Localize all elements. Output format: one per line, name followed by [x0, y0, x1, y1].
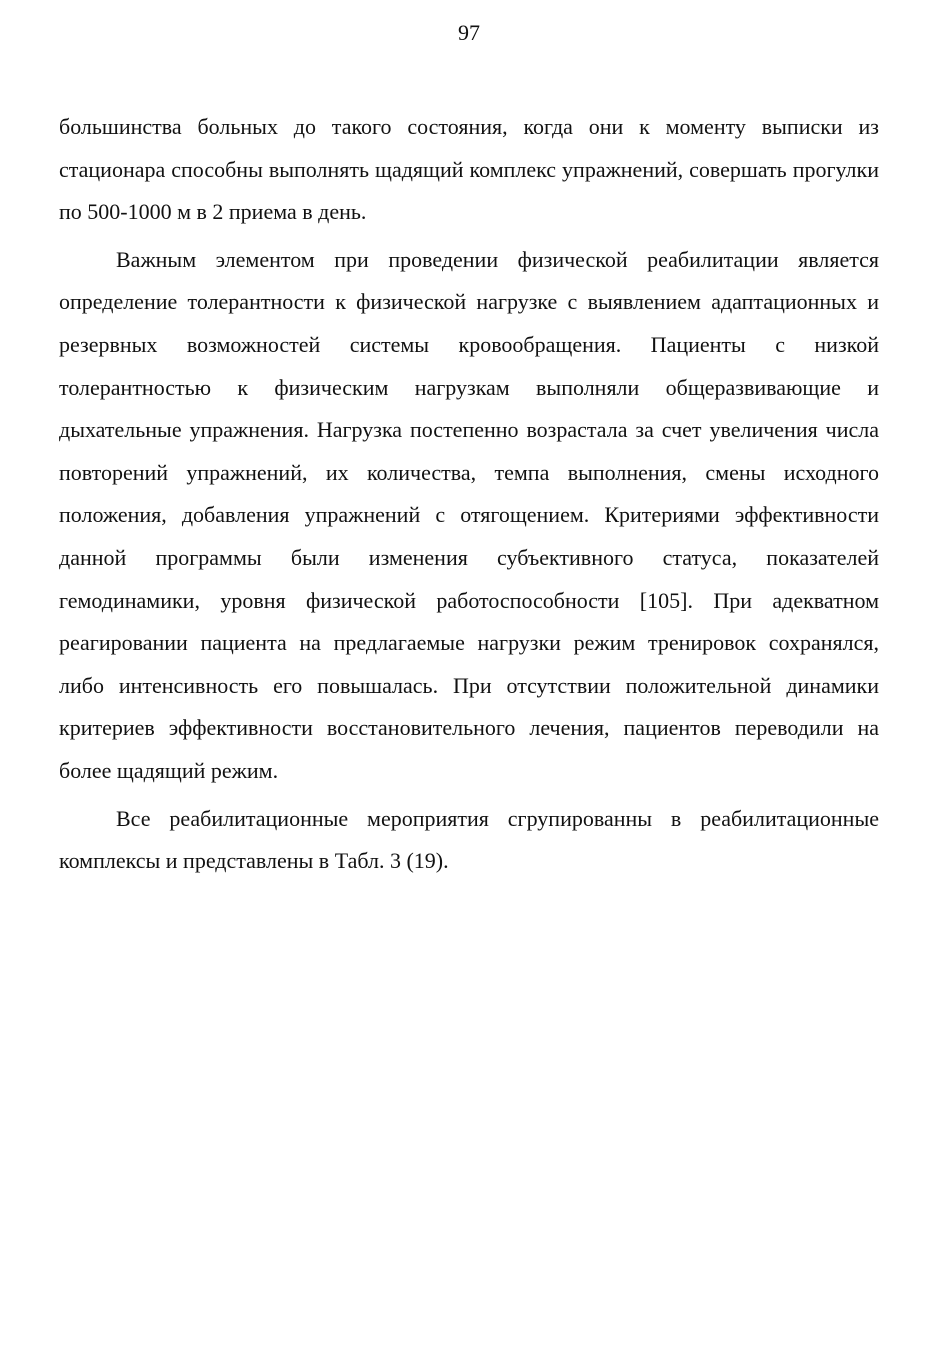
- page-number: 97: [458, 20, 480, 45]
- paragraph-continuation: большинства больных до такого состояния, когда они к моменту выписки из стационара способны выполнять щадящий комплекс упражнений, совершать прогулки по 500-1000 м в 2 приема в день.: [59, 114, 879, 225]
- paragraph-rehabilitation-tolerance: Важным элементом при проведении физической реабилитации является определение толерантности к физической нагрузке с выявлением адаптационных и резервных возможностей системы кровообращения. Пациенты с низкой толерантностью к физическим нагрузкам выполняли общеразвивающие и дыхательные упражнения. Нагрузка постепенно возрастала за счет увеличения числа повторений упражнений, их количества, темпа выполнения, смены исходного положения, добавления упражнений с отягощением. Критериями эффективности данной программы были изменения субъективного статуса, показателей гемодинамики, уровня физической работоспособности [105]. При адекватном реагировании пациента на предлагаемые нагрузки режим тренировок сохранялся, либо интенсивность его повышалась. При отсутствии положительной динамики критериев эффективности восстановительного лечения, пациентов переводили на более щадящий режим.: [59, 246, 879, 783]
- paragraph-rehabilitation-complexes: Все реабилитационные мероприятия сгрупированны в реабилитационные комплексы и представлены в Табл. 3 (19).: [59, 805, 879, 874]
- body-text: [59, 106, 879, 888]
